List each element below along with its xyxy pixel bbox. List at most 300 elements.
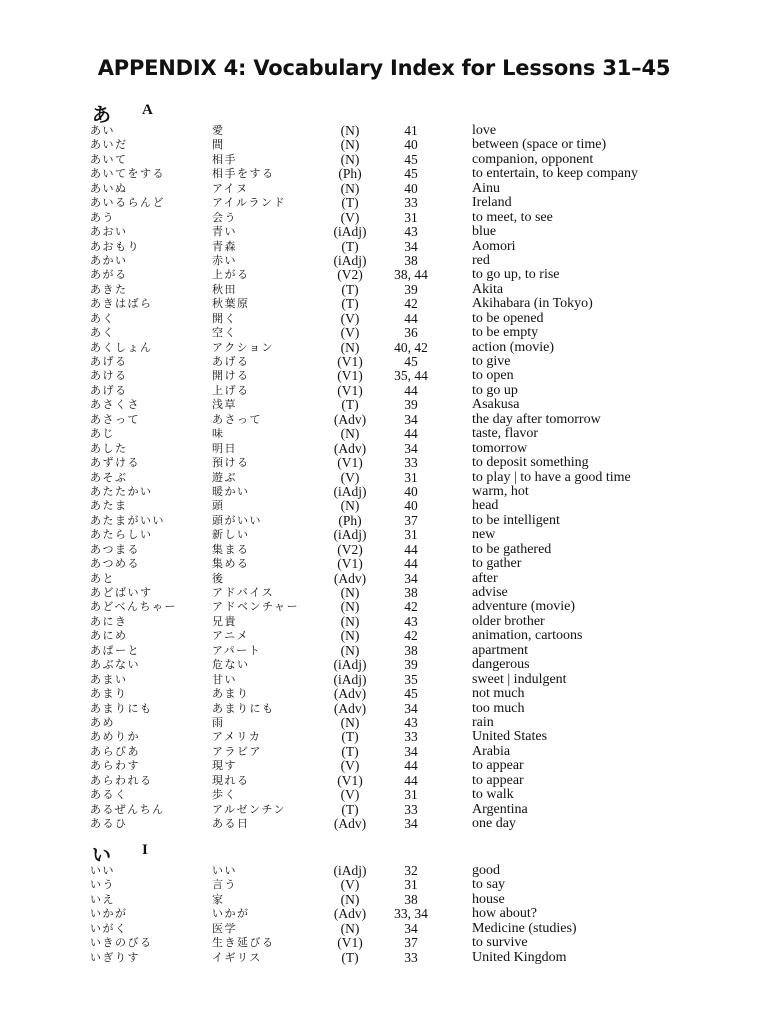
vocab-english-meaning: rain	[472, 714, 494, 730]
vocab-kana: あまり	[90, 687, 128, 701]
vocab-written-form: アパート	[212, 643, 262, 657]
vocab-written-form: ある日	[212, 817, 250, 830]
vocab-written-form: 雨	[212, 715, 225, 729]
vocab-part-of-speech: (V)	[340, 787, 360, 803]
vocab-lesson: 40, 42	[394, 339, 428, 355]
vocab-kana: いかが	[90, 907, 128, 921]
vocab-lesson: 40	[404, 137, 418, 153]
vocab-row	[0, 817, 768, 831]
vocab-row	[0, 543, 768, 557]
section-kana-heading: い	[92, 844, 112, 866]
vocab-lesson: 33	[404, 729, 418, 745]
vocab-english-meaning: too much	[472, 700, 525, 716]
vocab-part-of-speech: (Adv)	[333, 570, 367, 586]
vocab-row	[0, 225, 768, 239]
vocab-part-of-speech: (V1)	[337, 455, 363, 471]
vocab-kana: いきのびる	[90, 936, 153, 950]
vocab-written-form: 集める	[212, 557, 250, 571]
vocab-lesson: 40	[404, 498, 418, 514]
vocab-row	[0, 687, 768, 701]
vocab-english-meaning: house	[472, 891, 505, 907]
vocab-part-of-speech: (T)	[341, 238, 359, 254]
vocab-kana: あどばいす	[90, 586, 153, 599]
vocab-lesson: 38	[404, 891, 418, 907]
vocab-written-form: いい	[212, 864, 237, 877]
vocab-part-of-speech: (iAdj)	[333, 657, 367, 673]
vocab-row	[0, 893, 768, 907]
vocab-lesson: 38	[404, 585, 418, 600]
vocab-kana: あたらしい	[90, 528, 153, 542]
vocab-part-of-speech: (V2)	[337, 541, 363, 557]
vocab-kana: あきた	[90, 282, 128, 296]
vocab-lesson: 36	[404, 325, 418, 341]
vocab-lesson: 31	[404, 877, 418, 893]
vocab-written-form: 家	[212, 892, 225, 906]
vocab-row	[0, 803, 768, 817]
vocab-written-form: 上げる	[212, 383, 250, 397]
vocab-lesson: 37	[404, 935, 418, 951]
vocab-part-of-speech: (T)	[341, 281, 359, 297]
vocab-lesson: 32	[404, 863, 418, 878]
vocab-row	[0, 572, 768, 586]
vocab-row	[0, 427, 768, 441]
vocab-part-of-speech: (V1)	[337, 772, 363, 788]
vocab-kana: あく	[90, 311, 115, 325]
vocab-row	[0, 182, 768, 196]
vocab-row	[0, 788, 768, 802]
vocab-kana: あおもり	[90, 239, 140, 253]
vocab-written-form: アドバイス	[212, 586, 275, 599]
vocab-written-form: 現れる	[212, 773, 250, 787]
vocab-english-meaning: older brother	[472, 613, 545, 629]
vocab-row	[0, 936, 768, 950]
vocab-english-meaning: to entertain, to keep company	[472, 166, 638, 182]
vocab-english-meaning: blue	[472, 224, 497, 240]
vocab-english-meaning: to play | to have a good time	[472, 469, 631, 485]
vocab-part-of-speech: (iAdj)	[333, 252, 367, 268]
vocab-row	[0, 499, 768, 513]
vocab-part-of-speech: (T)	[341, 743, 359, 759]
vocab-row	[0, 471, 768, 485]
vocab-lesson: 34	[404, 700, 418, 716]
vocab-english-meaning: action (movie)	[472, 339, 555, 355]
vocab-english-meaning: good	[472, 863, 500, 878]
section-romaji-heading: A	[142, 102, 153, 118]
vocab-english-meaning: to go up, to rise	[472, 267, 560, 283]
vocab-kana: いう	[90, 878, 115, 892]
vocab-english-meaning: between (space or time)	[472, 137, 607, 153]
vocab-lesson: 34	[404, 440, 418, 456]
vocab-row	[0, 153, 768, 167]
vocab-lesson: 37	[404, 512, 418, 528]
vocab-english-meaning: red	[472, 252, 490, 268]
vocab-part-of-speech: (N)	[340, 628, 360, 644]
vocab-kana: あらわす	[90, 759, 140, 773]
vocab-english-meaning: the day after tomorrow	[472, 411, 601, 427]
vocab-row	[0, 384, 768, 398]
vocab-lesson: 35	[404, 671, 418, 687]
vocab-row	[0, 907, 768, 921]
vocab-part-of-speech: (V)	[340, 310, 360, 326]
vocab-written-form: 愛	[212, 124, 225, 137]
vocab-english-meaning: to be gathered	[472, 541, 552, 557]
vocab-lesson: 44	[404, 556, 418, 572]
vocab-written-form: アメリカ	[212, 730, 262, 744]
vocab-row	[0, 297, 768, 311]
vocab-row	[0, 413, 768, 427]
vocab-lesson: 44	[404, 541, 418, 557]
vocab-part-of-speech: (iAdj)	[333, 224, 367, 240]
vocab-english-meaning: dangerous	[472, 657, 530, 673]
vocab-lesson: 33	[404, 949, 418, 965]
vocab-english-meaning: companion, opponent	[472, 151, 594, 167]
vocab-lesson: 31	[404, 469, 418, 485]
vocab-kana: あさくさ	[90, 398, 140, 412]
vocab-row	[0, 745, 768, 759]
vocab-english-meaning: tomorrow	[472, 440, 528, 456]
vocab-kana: あつめる	[90, 557, 140, 571]
vocab-part-of-speech: (Adv)	[333, 440, 367, 456]
vocab-written-form: 相手	[212, 152, 237, 166]
vocab-part-of-speech: (V2)	[337, 267, 363, 283]
vocab-part-of-speech: (Adv)	[333, 816, 367, 831]
vocab-lesson: 38, 44	[394, 267, 428, 283]
vocab-english-meaning: United Kingdom	[472, 949, 567, 965]
vocab-kana: あいだ	[90, 138, 128, 152]
vocab-row	[0, 138, 768, 152]
vocab-english-meaning: Asakusa	[472, 397, 520, 413]
vocab-row	[0, 355, 768, 369]
vocab-lesson: 39	[404, 281, 418, 297]
vocab-english-meaning: animation, cartoons	[472, 628, 583, 644]
vocab-english-meaning: to appear	[472, 772, 524, 788]
vocab-written-form: 現す	[212, 759, 237, 773]
vocab-english-meaning: sweet | indulgent	[472, 671, 567, 687]
vocab-english-meaning: new	[472, 527, 496, 543]
vocab-lesson: 40	[404, 483, 418, 499]
vocab-lesson: 42	[404, 599, 418, 615]
vocab-kana: あたま	[90, 499, 128, 513]
vocab-lesson: 44	[404, 382, 418, 398]
vocab-english-meaning: to be intelligent	[472, 512, 560, 528]
vocab-kana: あらわれる	[90, 773, 153, 787]
vocab-row	[0, 442, 768, 456]
vocab-written-form: 歩く	[212, 788, 237, 802]
vocab-written-form: 集まる	[212, 542, 250, 556]
vocab-written-form: あまり	[212, 687, 250, 701]
vocab-row	[0, 268, 768, 282]
vocab-written-form: 医学	[212, 921, 237, 935]
vocab-english-meaning: to be empty	[472, 325, 539, 341]
vocab-english-meaning: to give	[472, 354, 511, 369]
vocab-lesson: 42	[404, 628, 418, 644]
vocab-written-form: あまりにも	[212, 701, 275, 715]
vocab-kana: あらびあ	[90, 744, 140, 758]
vocab-part-of-speech: (T)	[341, 729, 359, 745]
vocab-row	[0, 673, 768, 687]
vocab-english-meaning: Medicine (studies)	[472, 920, 577, 936]
vocab-row	[0, 514, 768, 528]
vocab-english-meaning: Argentina	[472, 801, 528, 817]
vocab-row	[0, 283, 768, 297]
vocab-written-form: あげる	[212, 355, 250, 368]
vocab-kana: あるひ	[90, 817, 128, 830]
vocab-part-of-speech: (N)	[340, 891, 360, 907]
vocab-part-of-speech: (N)	[340, 714, 360, 730]
vocab-written-form: 後	[212, 571, 225, 585]
vocab-written-form: 危ない	[212, 658, 250, 672]
vocab-english-meaning: to be opened	[472, 310, 544, 326]
vocab-lesson: 45	[404, 166, 418, 182]
section-header	[0, 840, 768, 864]
vocab-part-of-speech: (N)	[340, 920, 360, 936]
vocab-written-form: アクション	[212, 340, 274, 354]
vocab-lesson: 44	[404, 772, 418, 788]
vocab-part-of-speech: (N)	[340, 137, 360, 153]
vocab-english-meaning: to gather	[472, 556, 522, 572]
vocab-row	[0, 326, 768, 340]
vocab-written-form: いかが	[212, 907, 250, 921]
vocab-english-meaning: not much	[472, 686, 525, 702]
vocab-written-form: 赤い	[212, 253, 237, 267]
vocab-row	[0, 644, 768, 658]
vocab-part-of-speech: (V)	[340, 209, 360, 225]
vocab-lesson: 43	[404, 613, 418, 629]
vocab-written-form: 甘い	[212, 672, 237, 686]
vocab-english-meaning: Ireland	[472, 195, 512, 211]
vocab-english-meaning: advise	[472, 585, 508, 600]
vocab-lesson: 33	[404, 455, 418, 471]
vocab-part-of-speech: (T)	[341, 801, 359, 817]
vocab-written-form: 新しい	[212, 528, 250, 542]
vocab-kana: あかい	[90, 253, 128, 267]
vocab-part-of-speech: (iAdj)	[333, 527, 367, 543]
vocab-kana: あまりにも	[90, 701, 153, 715]
vocab-written-form: 会う	[212, 210, 237, 224]
vocab-row	[0, 730, 768, 744]
vocab-part-of-speech: (Adv)	[333, 906, 367, 922]
vocab-english-meaning: Arabia	[472, 743, 511, 759]
vocab-lesson: 39	[404, 657, 418, 673]
vocab-lesson: 34	[404, 743, 418, 759]
vocab-row	[0, 369, 768, 383]
vocab-english-meaning: to walk	[472, 787, 514, 803]
vocab-written-form: 空く	[212, 326, 237, 340]
vocab-row	[0, 167, 768, 181]
vocab-lesson: 31	[404, 787, 418, 803]
vocab-part-of-speech: (V1)	[337, 556, 363, 572]
vocab-kana: あい	[90, 124, 115, 137]
vocab-part-of-speech: (Adv)	[333, 686, 367, 702]
vocab-kana: あいてをする	[90, 167, 165, 181]
vocab-lesson: 31	[404, 527, 418, 543]
section-header	[0, 100, 768, 124]
vocab-kana: あおい	[90, 225, 128, 239]
vocab-row	[0, 312, 768, 326]
vocab-written-form: アイルランド	[212, 196, 287, 210]
vocab-written-form: アイヌ	[212, 181, 249, 195]
vocab-row	[0, 658, 768, 672]
vocab-row	[0, 878, 768, 892]
vocab-row	[0, 528, 768, 542]
vocab-part-of-speech: (V)	[340, 758, 360, 774]
vocab-english-meaning: to survive	[472, 935, 528, 951]
vocab-part-of-speech: (N)	[340, 151, 360, 167]
vocab-part-of-speech: (V1)	[337, 382, 363, 398]
vocab-written-form: 預ける	[212, 456, 250, 470]
vocab-part-of-speech: (N)	[340, 123, 360, 138]
vocab-part-of-speech: (T)	[341, 296, 359, 312]
vocab-part-of-speech: (Adv)	[333, 411, 367, 427]
section-a	[0, 100, 768, 831]
vocab-written-form: 間	[212, 138, 225, 152]
vocab-kana: あるぜんちん	[90, 802, 165, 816]
vocab-kana: あにめ	[90, 629, 128, 643]
vocab-english-meaning: taste, flavor	[472, 426, 539, 442]
vocab-part-of-speech: (N)	[340, 426, 360, 442]
vocab-lesson: 34	[404, 920, 418, 936]
vocab-written-form: 開ける	[212, 369, 250, 383]
vocab-part-of-speech: (N)	[340, 498, 360, 514]
vocab-row	[0, 922, 768, 936]
vocab-row	[0, 702, 768, 716]
vocab-english-meaning: Ainu	[472, 180, 500, 196]
vocab-row	[0, 629, 768, 643]
vocab-part-of-speech: (N)	[340, 613, 360, 629]
vocab-written-form: 浅草	[212, 398, 237, 412]
vocab-lesson: 34	[404, 570, 418, 586]
vocab-english-meaning: warm, hot	[472, 483, 529, 499]
vocab-kana: あげる	[90, 383, 128, 397]
vocab-row	[0, 615, 768, 629]
vocab-lesson: 45	[404, 686, 418, 702]
vocab-written-form: 頭	[212, 499, 225, 513]
section-i	[0, 840, 768, 965]
vocab-kana: あめりか	[90, 730, 140, 744]
page-title: APPENDIX 4: Vocabulary Index for Lessons 31–45	[97, 56, 671, 80]
vocab-part-of-speech: (N)	[340, 642, 360, 658]
vocab-english-meaning: how about?	[472, 906, 537, 922]
vocab-lesson: 39	[404, 397, 418, 413]
vocab-written-form: 上がる	[212, 268, 250, 282]
vocab-lesson: 38	[404, 252, 418, 268]
vocab-row	[0, 600, 768, 614]
vocab-kana: あと	[90, 571, 115, 585]
vocab-row	[0, 951, 768, 965]
vocab-kana: あくしょん	[90, 340, 153, 354]
vocab-lesson: 40	[404, 180, 418, 196]
vocab-written-form: 生き延びる	[212, 936, 275, 950]
vocab-english-meaning: Akita	[472, 281, 504, 297]
vocab-written-form: アラビア	[212, 744, 262, 758]
vocab-kana: あたまがいい	[90, 513, 165, 527]
vocab-written-form: 開く	[212, 311, 237, 325]
vocab-lesson: 38	[404, 642, 418, 658]
vocab-english-meaning: Aomori	[472, 238, 516, 254]
vocab-lesson: 31	[404, 209, 418, 225]
vocab-kana: あう	[90, 210, 115, 224]
section-kana-heading: あ	[92, 104, 112, 126]
vocab-lesson: 43	[404, 714, 418, 730]
vocab-part-of-speech: (N)	[340, 339, 360, 355]
vocab-lesson: 41	[404, 123, 418, 138]
vocab-english-meaning: apartment	[472, 642, 528, 658]
vocab-written-form: アニメ	[212, 629, 249, 643]
vocab-lesson: 45	[404, 354, 418, 369]
vocab-kana: あどべんちゃー	[90, 600, 178, 614]
vocab-row	[0, 124, 768, 138]
vocab-english-meaning: love	[472, 123, 497, 138]
vocab-kana: あさって	[90, 412, 140, 426]
vocab-row	[0, 456, 768, 470]
vocab-kana: あずける	[90, 456, 140, 470]
vocab-english-meaning: to open	[472, 368, 514, 384]
vocab-lesson: 33, 34	[394, 906, 428, 922]
vocab-lesson: 44	[404, 758, 418, 774]
vocab-part-of-speech: (T)	[341, 397, 359, 413]
vocab-row	[0, 774, 768, 788]
vocab-written-form: あさって	[212, 412, 262, 426]
vocab-english-meaning: to appear	[472, 758, 524, 774]
vocab-english-meaning: after	[472, 570, 498, 586]
vocab-written-form: 青い	[212, 225, 237, 239]
vocab-lesson: 34	[404, 238, 418, 254]
vocab-english-meaning: to say	[472, 877, 506, 893]
vocab-part-of-speech: (V)	[340, 877, 360, 893]
vocab-part-of-speech: (V1)	[337, 354, 363, 369]
vocab-part-of-speech: (V1)	[337, 935, 363, 951]
vocab-kana: いい	[90, 864, 115, 877]
vocab-written-form: 秋田	[212, 282, 237, 296]
vocab-kana: あく	[90, 326, 115, 340]
vocab-kana: あいぬ	[90, 181, 128, 195]
vocab-kana: あきはばら	[90, 297, 153, 311]
vocab-lesson: 43	[404, 224, 418, 240]
vocab-row	[0, 211, 768, 225]
vocab-kana: あめ	[90, 715, 115, 729]
vocab-part-of-speech: (V)	[340, 469, 360, 485]
vocab-english-meaning: one day	[472, 816, 516, 831]
vocab-part-of-speech: (V)	[340, 325, 360, 341]
vocab-written-form: 兄貴	[212, 614, 237, 628]
vocab-part-of-speech: (N)	[340, 180, 360, 196]
vocab-row	[0, 716, 768, 730]
vocab-kana: あがる	[90, 268, 128, 282]
vocab-kana: あるく	[90, 788, 128, 802]
vocab-written-form: 暖かい	[212, 484, 250, 498]
vocab-kana: あける	[90, 369, 128, 383]
vocab-kana: あじ	[90, 427, 115, 441]
vocab-row	[0, 485, 768, 499]
vocab-written-form: 秋葉原	[212, 297, 250, 311]
vocab-written-form: 相手をする	[212, 167, 275, 181]
vocab-lesson: 35, 44	[394, 368, 428, 384]
vocab-kana: あぱーと	[90, 643, 140, 657]
vocab-lesson: 45	[404, 151, 418, 167]
vocab-written-form: 青森	[212, 239, 237, 253]
vocab-written-form: 頭がいい	[212, 513, 262, 527]
vocab-part-of-speech: (iAdj)	[333, 483, 367, 499]
vocab-written-form: 味	[212, 427, 225, 441]
vocab-kana: あつまる	[90, 542, 140, 556]
vocab-kana: いがく	[90, 921, 128, 935]
vocab-kana: いぎりす	[90, 950, 140, 964]
vocab-kana: あげる	[90, 355, 128, 368]
vocab-part-of-speech: (V1)	[337, 368, 363, 384]
vocab-part-of-speech: (T)	[341, 949, 359, 965]
vocab-part-of-speech: (N)	[340, 585, 360, 600]
vocab-lesson: 44	[404, 310, 418, 326]
